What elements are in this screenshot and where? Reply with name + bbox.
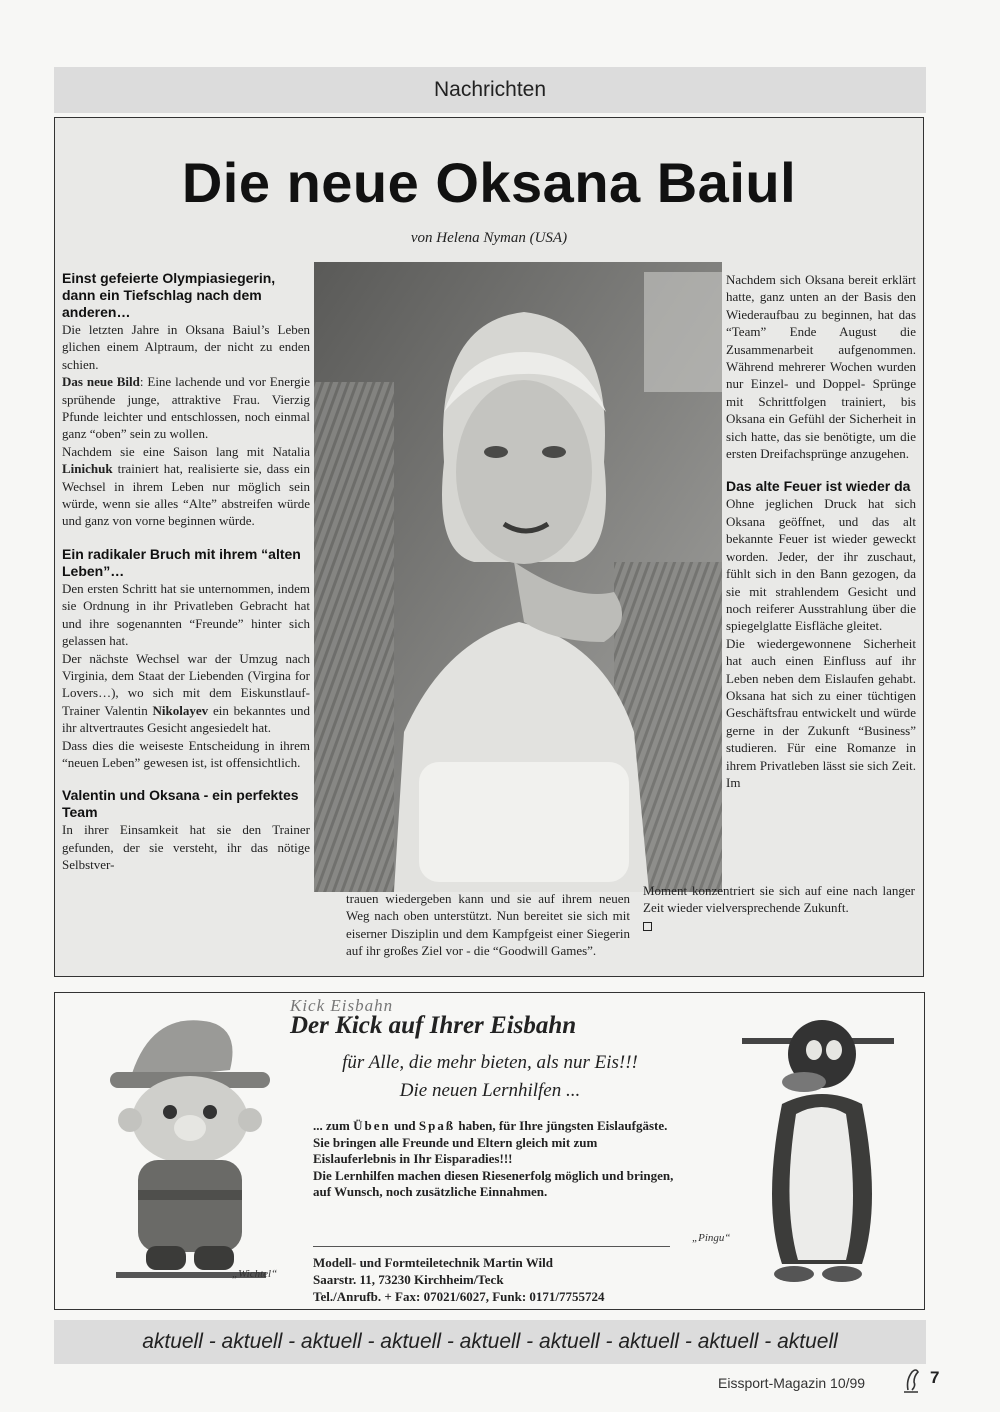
section-title: Nachrichten (433, 78, 547, 101)
subheading: Einst gefeierte Olympiasiegerin, dann ein Tiefschlag nach dem anderen… (62, 270, 276, 320)
pingu-figure-image (742, 1004, 894, 1296)
ad-body-text (313, 1118, 675, 1201)
skater-logo-icon (900, 1366, 922, 1394)
article-column-tail (643, 882, 915, 934)
ad-title-ghost-text: Kick Eisbahn (290, 996, 394, 1015)
subheading: Das alte Feuer ist wieder da (726, 478, 911, 495)
end-mark-icon (643, 922, 652, 931)
subheading: Ein radikaler Bruch mit ihrem “alten Leben”… (62, 545, 301, 579)
paragraph: Moment konzentriert sie sich auf eine nach langer Zeit wieder vielversprechende Zukunft. (643, 883, 915, 916)
article-column-left (62, 270, 310, 874)
article-headline: Die neue Oksana Baiul (181, 151, 797, 214)
paragraph: Nachdem sie eine Saison lang mit Natalia Linichuk trainiert hat, realisierte sie, dass ein Wechsel in ihrem Leben nur möglich sein würde, wenn sie alles “Alte” abstreifen würde und ganz von vorne beginnen würde. (62, 443, 310, 529)
ad-body-line: ... zum Üben und Spaß haben, für Ihre jüngsten Eislaufgäste. (313, 1118, 668, 1133)
magazine-issue: Eissport-Magazin 10/99 (718, 1375, 866, 1391)
article-column-right (726, 271, 916, 791)
article-byline: von Helena Nyman (USA) (410, 230, 568, 246)
section-banner (54, 67, 926, 113)
paragraph: In ihrer Einsamkeit hat sie den Trainer gefunden, der sie versteht, ihr das nötige Selbstver- (62, 822, 310, 873)
paragraph: Das neue Bild: Eine lachende und vor Energie sprühende junge, attraktive Frau. Vierzig Pfunde leichter und entschlossen, noch einmal ganz “oben” sein zu wollen. (62, 374, 310, 442)
subheading: Valentin und Oksana - ein perfektes Team (62, 787, 299, 821)
article-column-middle (346, 890, 630, 960)
paragraph: Ohne jeglichen Druck hat sich Oksana geöffnet, und das alt bekannte Feuer ist wieder geweckt worden. Jeder, der ihr zuschaut, fühlt sich in den Bann gezogen, da sie mit strahlendem Gesicht und noch reiferer Ausstrahlung über die spiegelglatte Eisfläche gleitet. (726, 496, 916, 634)
ad-subtitle-2: Die neuen Lernhilfen ... (399, 1080, 581, 1101)
paragraph: Der nächste Wechsel war der Umzug nach Virginia, dem Staat der Liebenden (Virgina for Lovers…), wo sich mit dem Eiskunstlauf-Trainer Valentin Nikolayev ein bekanntes und ihr altvertrautes Gesicht angesiedelt hat. (62, 650, 310, 736)
pingu-caption: „Pingu“ (692, 1232, 731, 1244)
portrait-photo (314, 262, 722, 892)
ad-phone: Tel./Anrufb. + Fax: 07021/6027, Funk: 0171/7755724 (313, 1289, 605, 1304)
page-number: 7 (930, 1368, 940, 1387)
paragraph: Den ersten Schritt hat sie unternommen, indem sie Ordnung in ihr Privatleben Gebracht hat und ihre sogenannten “Freunde” hinter sich gelassen hat. (62, 580, 310, 649)
ad-divider (313, 1246, 670, 1247)
wichtel-figure-image (90, 1010, 290, 1282)
ad-contact (313, 1254, 693, 1305)
ad-title: Kick Eisbahn Der Kick auf Ihrer Eisbahn (290, 996, 577, 1039)
ad-company: Modell- und Formteiletechnik Martin Wild (313, 1255, 554, 1270)
wichtel-caption: „Wichtel“ (232, 1268, 278, 1280)
ad-address: Saarstr. 11, 73230 Kirchheim/Teck (313, 1272, 504, 1287)
paragraph: Die wiedergewonnene Sicherheit hat auch einen Einfluss auf ihr Leben neben dem Eislaufen gehabt. Oksana hat sich zu einer tüchtigen Geschäftsfrau entwickelt und würde gerne in der Zukunft “Business” studieren. Für eine Romanze in ihrem Privatleben lässt sie sich Zeit. Im (726, 635, 916, 790)
paragraph: Dass dies die weiseste Entscheidung in ihrem “neuen Leben” gewesen ist, ist offensichtlich. (62, 737, 310, 770)
paragraph: Die letzten Jahre in Oksana Baiul’s Leben glichen einem Alptraum, der nicht zu enden schien. (62, 322, 310, 372)
ad-subtitle: für Alle, die mehr bieten, als nur Eis!!! (342, 1052, 638, 1073)
aktuell-banner (54, 1320, 926, 1364)
ad-body-line: Die Lernhilfen machen diesen Riesenerfolg möglich und bringen, auf Wunsch, noch zusätzliche Einnahmen. (313, 1167, 674, 1199)
paragraph: Nachdem sich Oksana bereit erklärt hatte, ganz unten an der Basis den Wiederaufbau zu beginnen, hat das “Team” Ende August die Zusammenarbeit aufgenommen. Während mehrerer Wochen wurden nur Einzel- und Doppel- Sprünge mit Schrittfolgen trainiert, bis Oksana ein Gefühl der Sicherheit in sich hatte, das sie benötigte, um die ersten Dreifachsprünge anzugehen. (726, 272, 916, 462)
ad-body-line: Sie bringen alle Freunde und Eltern gleich mit zum Eislauferlebnis in Ihr Eisparadies!!! (313, 1134, 598, 1166)
paragraph: trauen wiedergeben kann und sie auf ihrem neuen Weg nach oben unterstützt. Nun bereitet sie sich mit eiserner Disziplin und dem Kampfgeist einer Siegerin auf ihr großes Ziel vor - die “Goodwill Games”. (346, 891, 630, 959)
aktuell-text: aktuell - aktuell - aktuell - aktuell - aktuell - aktuell - aktuell - aktuell - aktuell (142, 1330, 838, 1353)
